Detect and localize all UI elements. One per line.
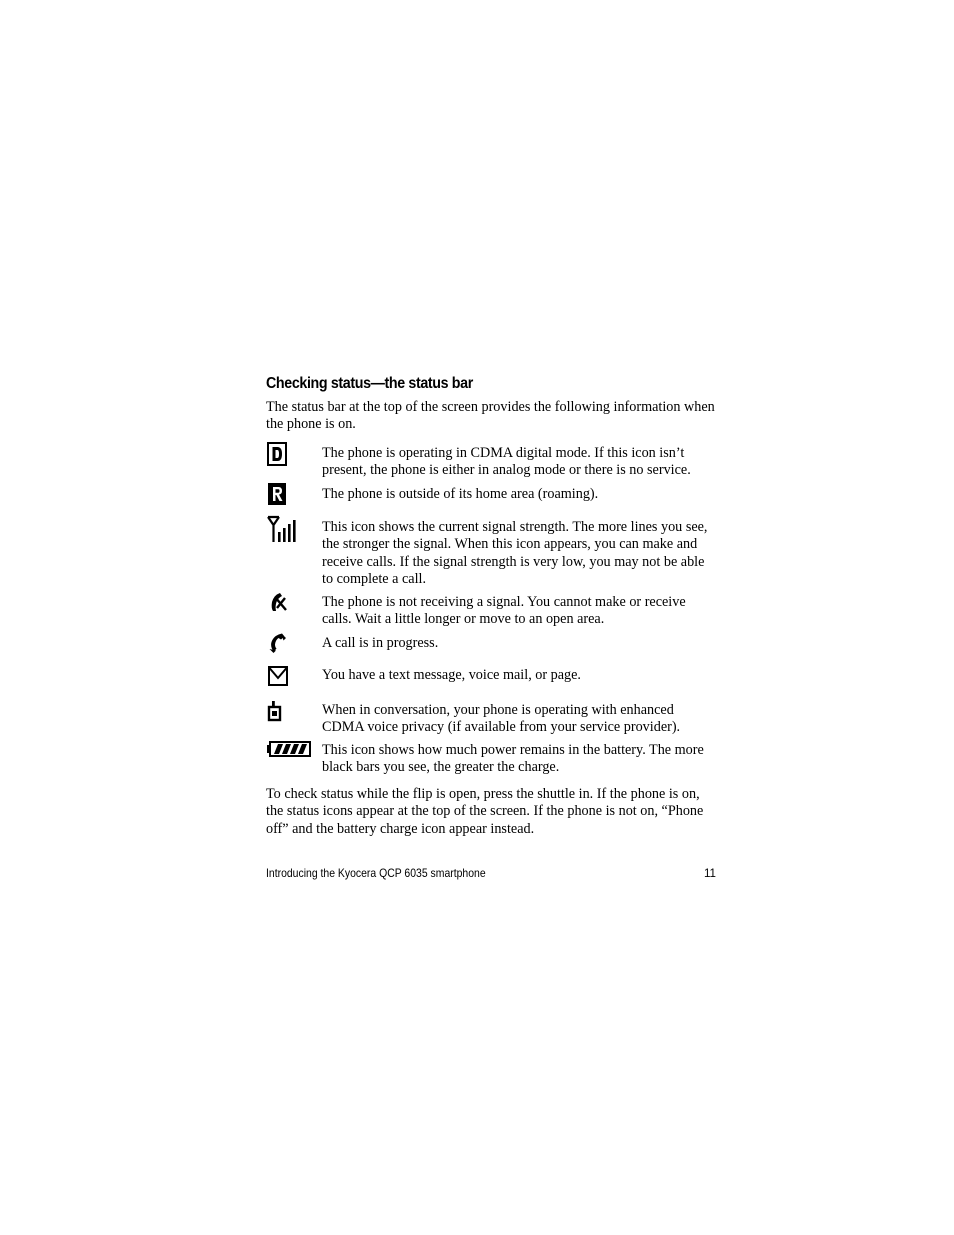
status-row-text: The phone is not receiving a signal. You cannot make or receive calls. Wait a little longer or move to an open area. [322, 593, 686, 628]
status-row-text: You have a text message, voice mail, or page. [322, 666, 581, 683]
status-row-text: This icon shows how much power remains in the battery. The more black bars you see, the greater the charge. [322, 741, 704, 776]
status-row-battery [266, 742, 718, 777]
status-row-no-signal [266, 594, 718, 635]
status-row-text: The phone is outside of its home area (roaming). [322, 485, 599, 502]
status-row-privacy [266, 702, 718, 742]
outro-paragraph: To check status while the flip is open, press the shuttle in. If the phone is on, the status icons appear at the top of the screen. If the phone is not on, “Phone off” and the battery charge icon appear instead. [266, 785, 704, 837]
digital-mode-icon [266, 441, 314, 467]
page-content [266, 372, 718, 838]
status-row-signal [266, 519, 718, 594]
call-in-progress-icon [266, 630, 314, 656]
status-row-text: A call is in progress. [322, 634, 439, 651]
status-row-call [266, 635, 718, 667]
status-row-digital [266, 445, 718, 486]
footer-title: Introducing the Kyocera QCP 6035 smartphone [266, 867, 486, 880]
section-heading: Checking status—the status bar [266, 375, 473, 392]
voice-privacy-lock-icon [266, 698, 314, 724]
no-signal-icon [266, 589, 314, 615]
status-row-text: The phone is operating in CDMA digital mode. If this icon isn’t present, the phone is either in analog mode or there is no service. [322, 444, 691, 479]
message-envelope-icon [266, 663, 314, 689]
page-number: 11 [703, 867, 716, 880]
signal-strength-icon [266, 514, 314, 540]
status-row-roaming [266, 486, 718, 519]
roaming-icon [266, 481, 314, 507]
intro-paragraph: The status bar at the top of the screen provides the following information when the phone is on. [266, 399, 715, 433]
status-icon-list [266, 445, 718, 777]
status-row-message [266, 667, 718, 702]
battery-icon [266, 739, 314, 765]
status-row-text: This icon shows the current signal strength. The more lines you see, the stronger the signal. When this icon appears, you can make and receive calls. If the signal strength is very low, you may not be able to complete a call. [322, 518, 708, 588]
status-row-text: When in conversation, your phone is operating with enhanced CDMA voice privacy (if available from your service provider). [322, 701, 681, 736]
